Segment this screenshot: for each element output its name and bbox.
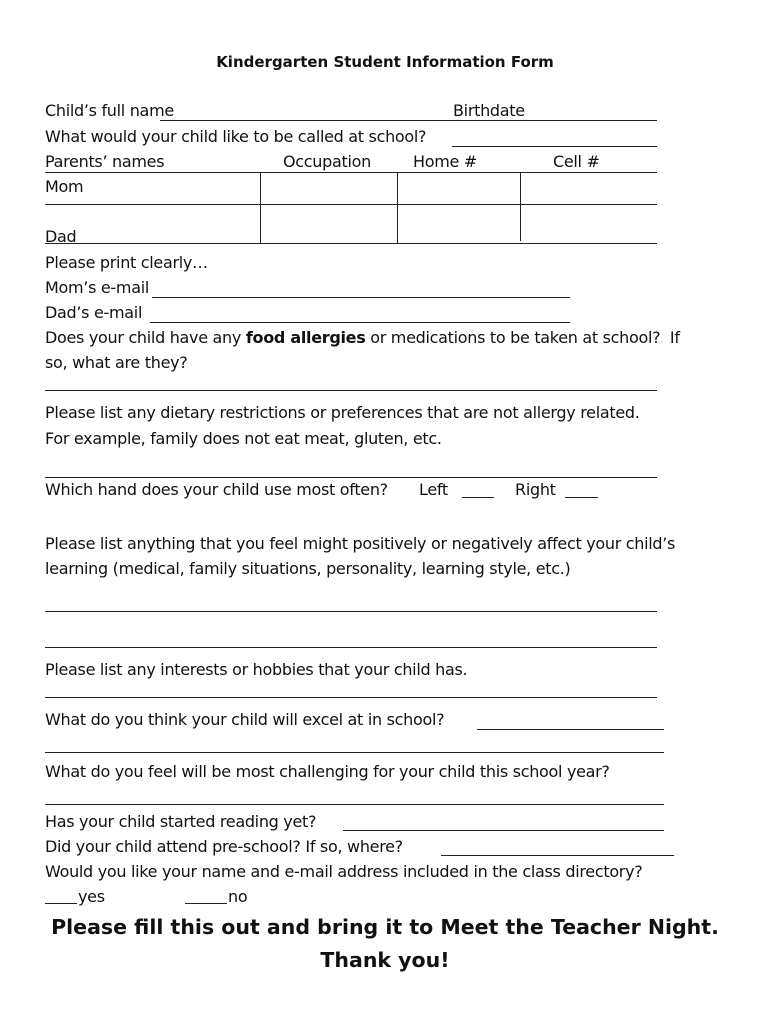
birthdate-label: Birthdate (453, 101, 525, 120)
mom-label: Mom (45, 177, 84, 196)
parents-names-header: Parents’ names (45, 152, 165, 171)
child-name-field[interactable] (160, 120, 657, 121)
print-clearly-note: Please print clearly… (45, 253, 208, 272)
table-divider-2 (397, 172, 398, 243)
no-blank[interactable] (185, 903, 227, 904)
dad-label: Dad (45, 227, 77, 246)
table-bottom-border (45, 243, 657, 244)
table-divider-1 (260, 172, 261, 243)
home-phone-header: Home # (413, 152, 477, 171)
reading-answer-line[interactable] (343, 830, 664, 831)
hand-left-label: Left (419, 480, 448, 499)
reading-question: Has your child started reading yet? (45, 812, 317, 831)
table-middle-border (45, 204, 657, 205)
interests-question: Please list any interests or hobbies that your child has. (45, 660, 468, 679)
allergy-answer-line[interactable] (45, 390, 657, 391)
mom-email-label: Mom’s e-mail (45, 278, 149, 297)
hand-question: Which hand does your child use most often? (45, 480, 388, 499)
cell-phone-header: Cell # (553, 152, 600, 171)
challenging-answer-line[interactable] (45, 804, 664, 805)
learning-answer-line-2[interactable] (45, 647, 657, 648)
child-name-label: Child’s full name (45, 101, 174, 120)
yes-blank[interactable] (45, 903, 77, 904)
no-label: no (228, 887, 248, 906)
hand-right-label: Right (515, 480, 556, 499)
excel-answer-line-1[interactable] (477, 729, 664, 730)
learning-question: Please list anything that you feel might positively or negatively affect your child’s (45, 534, 676, 553)
hand-right-blank[interactable] (565, 497, 598, 498)
preschool-answer-line[interactable] (441, 855, 674, 856)
preschool-question: Did your child attend pre-school? If so, where? (45, 837, 403, 856)
table-top-border (45, 172, 657, 173)
nickname-question: What would your child like to be called at school? (45, 127, 427, 146)
closing-instruction: Please fill this out and bring it to Meet the Teacher Night. (51, 915, 719, 939)
yes-label: yes (78, 887, 105, 906)
form-title: Kindergarten Student Information Form (216, 53, 554, 71)
excel-answer-line-2[interactable] (45, 752, 664, 753)
occupation-header: Occupation (283, 152, 371, 171)
learning-question-line2: learning (medical, family situations, personality, learning style, etc.) (45, 559, 571, 578)
interests-answer-line[interactable] (45, 697, 657, 698)
table-divider-3 (520, 172, 521, 241)
challenging-question: What do you feel will be most challenging for your child this school year? (45, 762, 610, 781)
directory-question: Would you like your name and e-mail address included in the class directory? (45, 862, 643, 881)
dietary-example: For example, family does not eat meat, gluten, etc. (45, 429, 442, 448)
allergy-question-line2: so, what are they? (45, 353, 188, 372)
nickname-field[interactable] (452, 146, 657, 147)
hand-left-blank[interactable] (462, 497, 494, 498)
thank-you: Thank you! (320, 948, 450, 972)
excel-question: What do you think your child will excel at in school? (45, 710, 445, 729)
dietary-answer-line[interactable] (45, 477, 657, 478)
mom-email-field[interactable] (152, 297, 570, 298)
dad-email-label: Dad’s e-mail (45, 303, 143, 322)
allergy-question: Does your child have any food allergies or medications to be taken at school? If (45, 328, 680, 347)
learning-answer-line-1[interactable] (45, 611, 657, 612)
dad-email-field[interactable] (150, 322, 570, 323)
dietary-question: Please list any dietary restrictions or preferences that are not allergy related. (45, 403, 640, 422)
